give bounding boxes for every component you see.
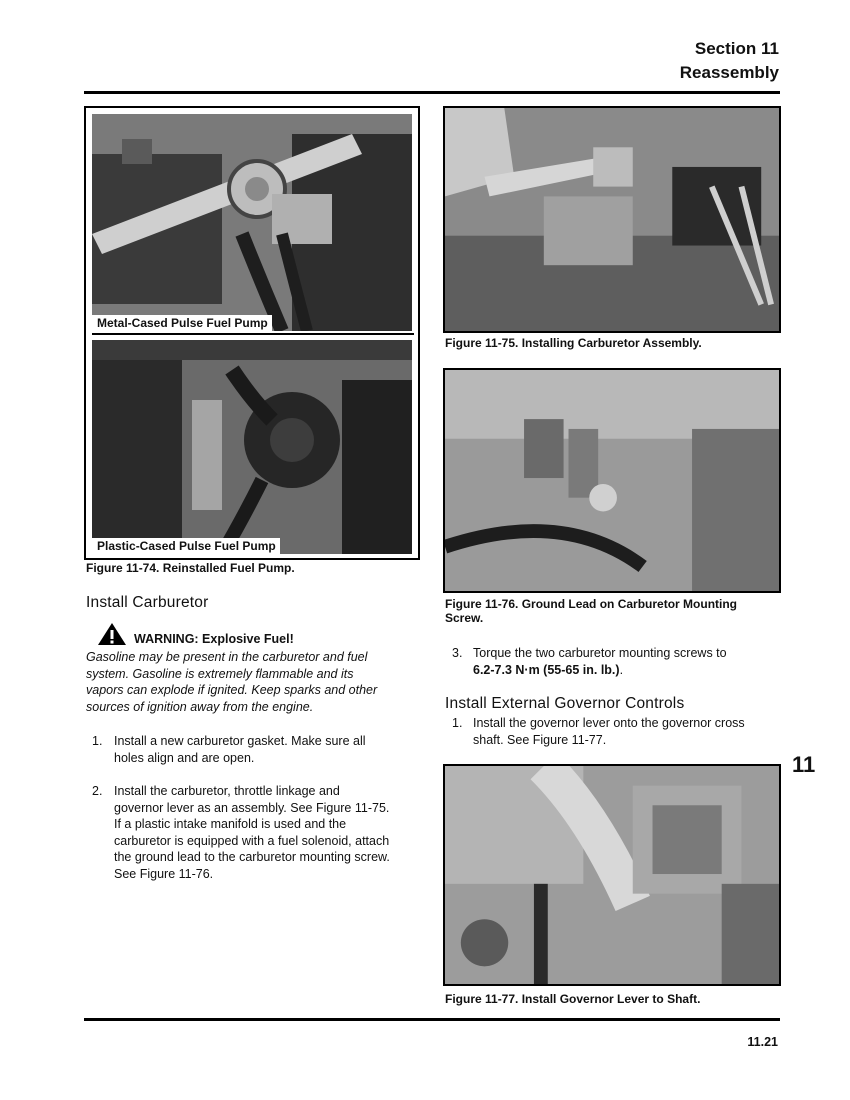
step-3-line: Torque the two carburetor mounting screws to: [473, 646, 727, 660]
step-line: Install the carburetor, throttle linkage and: [114, 784, 340, 798]
step-line: Install a new carburetor gasket. Make sure all: [114, 734, 366, 748]
step-2-text: [114, 783, 424, 882]
warning-line: sources of ignition away from the engine.: [86, 699, 314, 714]
figure-11-75-photo: [443, 106, 781, 333]
governor-step-1-number: 1.: [452, 716, 463, 730]
figure-11-77-photo: [443, 764, 781, 986]
step-3-number: 3.: [452, 646, 463, 660]
step-line: holes align and are open.: [114, 750, 255, 765]
warning-line: system. Gasoline is extremely flammable and its: [86, 666, 354, 681]
step-line: the ground lead to the carburetor mounting screw.: [114, 850, 390, 864]
step-line: See Figure 11-76.: [114, 866, 214, 881]
figure-divider: [92, 333, 414, 335]
header-rule: [84, 91, 780, 94]
metal-fuel-pump-photo: [92, 114, 412, 331]
figure-11-76-caption-line1: Figure 11-76. Ground Lead on Carburetor Mounting: [445, 597, 738, 611]
governor-heading: Install External Governor Controls: [445, 695, 685, 712]
warning-triangle-icon: [97, 622, 127, 646]
step-line: If a plastic intake manifold is used and the: [114, 817, 347, 831]
install-carburetor-heading: Install Carburetor: [86, 594, 209, 611]
step-3-torque-line: [473, 662, 773, 679]
step-1-number: 1.: [92, 734, 103, 748]
page-title: Reassembly: [679, 63, 779, 82]
warning-title: WARNING: Explosive Fuel!: [134, 632, 294, 646]
figure-11-75-caption: Figure 11-75. Installing Carburetor Assembly.: [445, 336, 702, 350]
figure-11-76-caption-line2: Screw.: [445, 611, 484, 625]
step-2-number: 2.: [92, 784, 103, 798]
figure-11-76-photo: [443, 368, 781, 593]
figure-11-77-caption: Figure 11-77. Install Governor Lever to Shaft.: [445, 992, 701, 1006]
torque-value: 6.2-7.3 N·m (55-65 in. lb.): [473, 662, 620, 677]
metal-pump-label: Metal-Cased Pulse Fuel Pump: [92, 315, 272, 331]
section-number: Section 11: [694, 39, 779, 58]
governor-step-line: Install the governor lever onto the governor cross: [473, 716, 745, 730]
page-number: 11.21: [747, 1035, 778, 1049]
figure-11-74-caption: Figure 11-74. Reinstalled Fuel Pump.: [86, 561, 295, 575]
warning-text: [86, 649, 416, 715]
warning-line: Gasoline may be present in the carburetor and fuel: [86, 650, 368, 664]
torque-end: .: [619, 662, 624, 677]
figure-11-74: [84, 106, 420, 560]
warning-line: vapors can explode if ignited. Keep sparks and other: [86, 683, 378, 697]
step-1-text: [114, 733, 424, 766]
governor-step-1-text: [473, 715, 783, 748]
plastic-pump-label: Plastic-Cased Pulse Fuel Pump: [92, 538, 280, 554]
section-tab: 11: [792, 752, 816, 777]
plastic-fuel-pump-photo: [92, 340, 412, 554]
step-3-text: [473, 645, 773, 678]
footer-rule: [84, 1018, 780, 1021]
step-line: governor lever as an assembly. See Figure 11-75.: [114, 800, 390, 815]
governor-step-line: shaft. See Figure 11-77.: [473, 732, 607, 747]
step-line: carburetor is equipped with a fuel solenoid, attach: [114, 833, 390, 848]
